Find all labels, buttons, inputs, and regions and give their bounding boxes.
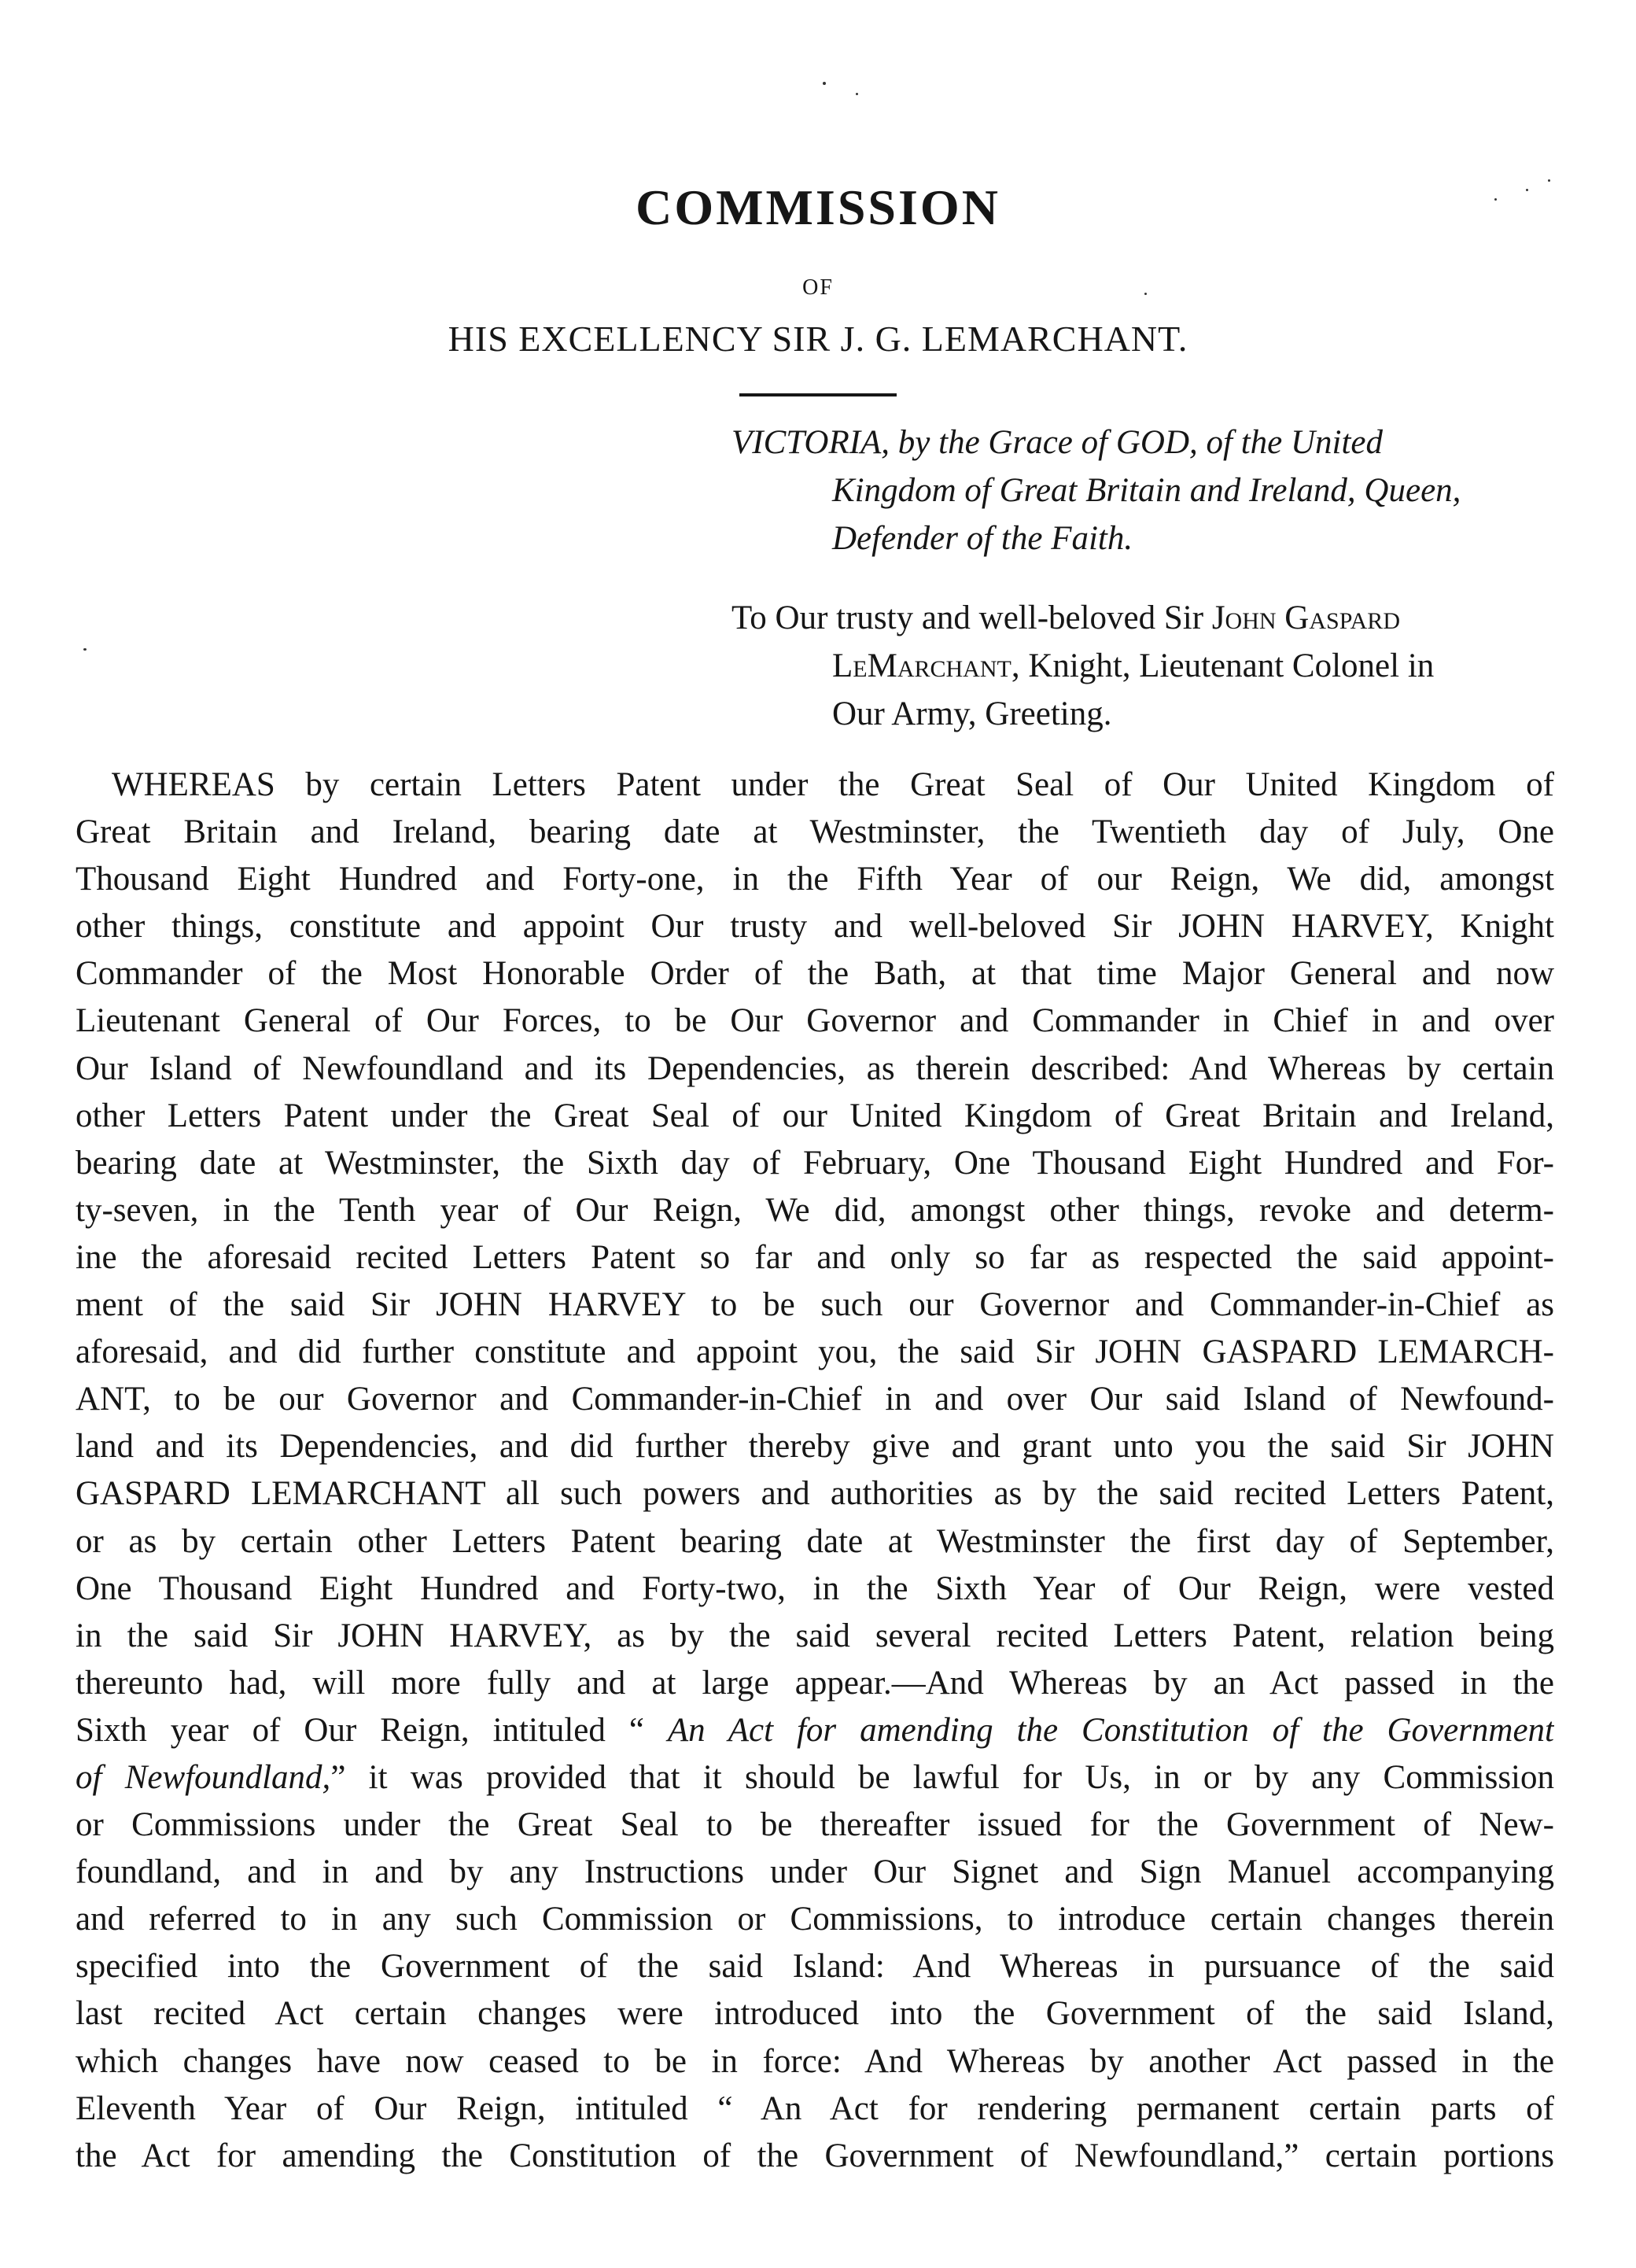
- body-line: last recited Act certain changes were introduced into the Government of the said Island,: [76, 1995, 1554, 2033]
- body-line: Our Island of Newfoundland and its Dependencies, as therein described: And Whereas by certain: [76, 1049, 1554, 1087]
- body-line: specified into the Government of the said Island: And Whereas in pursuance of the said: [76, 1948, 1554, 1986]
- body-line: GASPARD LEMARCHANT all such powers and authorities as by the said recited Letters Patent,: [76, 1475, 1554, 1513]
- scan-speck: [1526, 189, 1528, 191]
- title-name-line: HIS EXCELLENCY SIR J. G. LEMARCHANT.: [448, 319, 1188, 359]
- body-line: WHEREAS by certain Letters Patent under the Great Seal of Our United Kingdom of: [112, 766, 1554, 803]
- body-line: or Commissions under the Great Seal to be thereafter issued for the Government of New-: [76, 1806, 1554, 1844]
- scan-speck: [1548, 179, 1550, 182]
- royal-style-line: Defender of the Faith.: [832, 520, 1133, 557]
- salutation-line: [731, 594, 1565, 642]
- act-title-italic: of Newfoundland,: [76, 1758, 331, 1796]
- addressee-surname: LeMarchant: [832, 647, 1011, 684]
- body-line: other Letters Patent under the Great Seal of our United Kingdom of Great Britain and Ireland,: [76, 1097, 1554, 1134]
- body-line: bearing date at Westminster, the Sixth day of February, One Thousand Eight Hundred and For-: [76, 1144, 1554, 1182]
- body-line: other things, constitute and appoint Our trusty and well-beloved Sir JOHN HARVEY, Knight: [76, 908, 1554, 946]
- body-line: Lieutenant General of Our Forces, to be Our Governor and Commander in Chief in and over: [76, 1002, 1554, 1040]
- title-divider-rule: [739, 393, 897, 396]
- salutation-text: To Our trusty and well-beloved Sir: [731, 599, 1212, 636]
- scan-speck: [1144, 293, 1147, 295]
- body-line: Commander of the Most Honorable Order of the Bath, at that time Major General and now: [76, 955, 1554, 993]
- scan-speck: [823, 82, 826, 85]
- act-title-italic: An Act for amending the Constitution of the Government: [667, 1711, 1554, 1749]
- body-line: Thousand Eight Hundred and Forty-one, in the Fifth Year of our Reign, We did, amongst: [76, 861, 1554, 898]
- body-line-text: ” it was provided that it should be lawful for Us, in or by any Commission: [330, 1758, 1554, 1796]
- body-line: thereunto had, will more fully and at large appear.—And Whereas by an Act passed in the: [76, 1664, 1554, 1702]
- body-line: and referred to in any such Commission or Commissions, to introduce certain changes therein: [76, 1901, 1554, 1938]
- body-line: Great Britain and Ireland, bearing date at Westminster, the Twentieth day of July, One: [76, 813, 1554, 851]
- scan-speck: [856, 93, 858, 95]
- document-title: COMMISSION: [636, 179, 1000, 235]
- body-line: Eleventh Year of Our Reign, intituled “ An Act for rendering permanent certain parts of: [76, 2089, 1554, 2127]
- body-line: ment of the said Sir JOHN HARVEY to be such our Governor and Commander-in-Chief as: [76, 1286, 1554, 1324]
- royal-style-line: Kingdom of Great Britain and Ireland, Queen,: [832, 472, 1461, 509]
- body-line: [76, 1707, 1554, 1754]
- commission-body: [76, 762, 1554, 2180]
- body-line: aforesaid, and did further constitute and appoint you, the said Sir JOHN GASPARD LEMARCH-: [76, 1333, 1554, 1371]
- salutation-line: Our Army, Greeting.: [832, 695, 1112, 732]
- addressee-name: John Gaspard: [1211, 599, 1400, 636]
- body-line: or as by certain other Letters Patent bearing date at Westminster the first day of September,: [76, 1522, 1554, 1560]
- body-line: land and its Dependencies, and did further thereby give and grant unto you the said Sir JOHN: [76, 1428, 1554, 1466]
- scan-speck: [83, 648, 87, 651]
- body-line-text: Sixth year of Our Reign, intituled “: [76, 1711, 668, 1749]
- salutation-line: [731, 642, 1565, 690]
- salutation-block: [731, 594, 1565, 738]
- scan-speck: [1494, 198, 1497, 201]
- body-line: One Thousand Eight Hundred and Forty-two, in the Sixth Year of Our Reign, were vested: [76, 1569, 1554, 1607]
- body-line: which changes have now ceased to be in force: And Whereas by another Act passed in the: [76, 2042, 1554, 2080]
- body-line: foundland, and in and by any Instructions under Our Signet and Sign Manuel accompanying: [76, 1853, 1554, 1891]
- body-line: ANT, to be our Governor and Commander-in-Chief in and over Our said Island of Newfound-: [76, 1381, 1554, 1418]
- title-of-line: OF: [802, 275, 834, 300]
- body-line: ty-seven, in the Tenth year of Our Reign, We did, amongst other things, revoke and determ-: [76, 1191, 1554, 1229]
- royal-style-block: [731, 419, 1565, 562]
- salutation-text: , Knight, Lieutenant Colonel in: [1011, 647, 1435, 684]
- body-line: the Act for amending the Constitution of the Government of Newfoundland,” certain portions: [76, 2137, 1554, 2174]
- royal-style-line: VICTORIA, by the Grace of GOD, of the United: [731, 424, 1384, 461]
- body-line: [76, 1754, 1554, 1801]
- body-line: ine the aforesaid recited Letters Patent so far and only so far as respected the said appoint-: [76, 1238, 1554, 1276]
- body-line: in the said Sir JOHN HARVEY, as by the said several recited Letters Patent, relation being: [76, 1617, 1554, 1654]
